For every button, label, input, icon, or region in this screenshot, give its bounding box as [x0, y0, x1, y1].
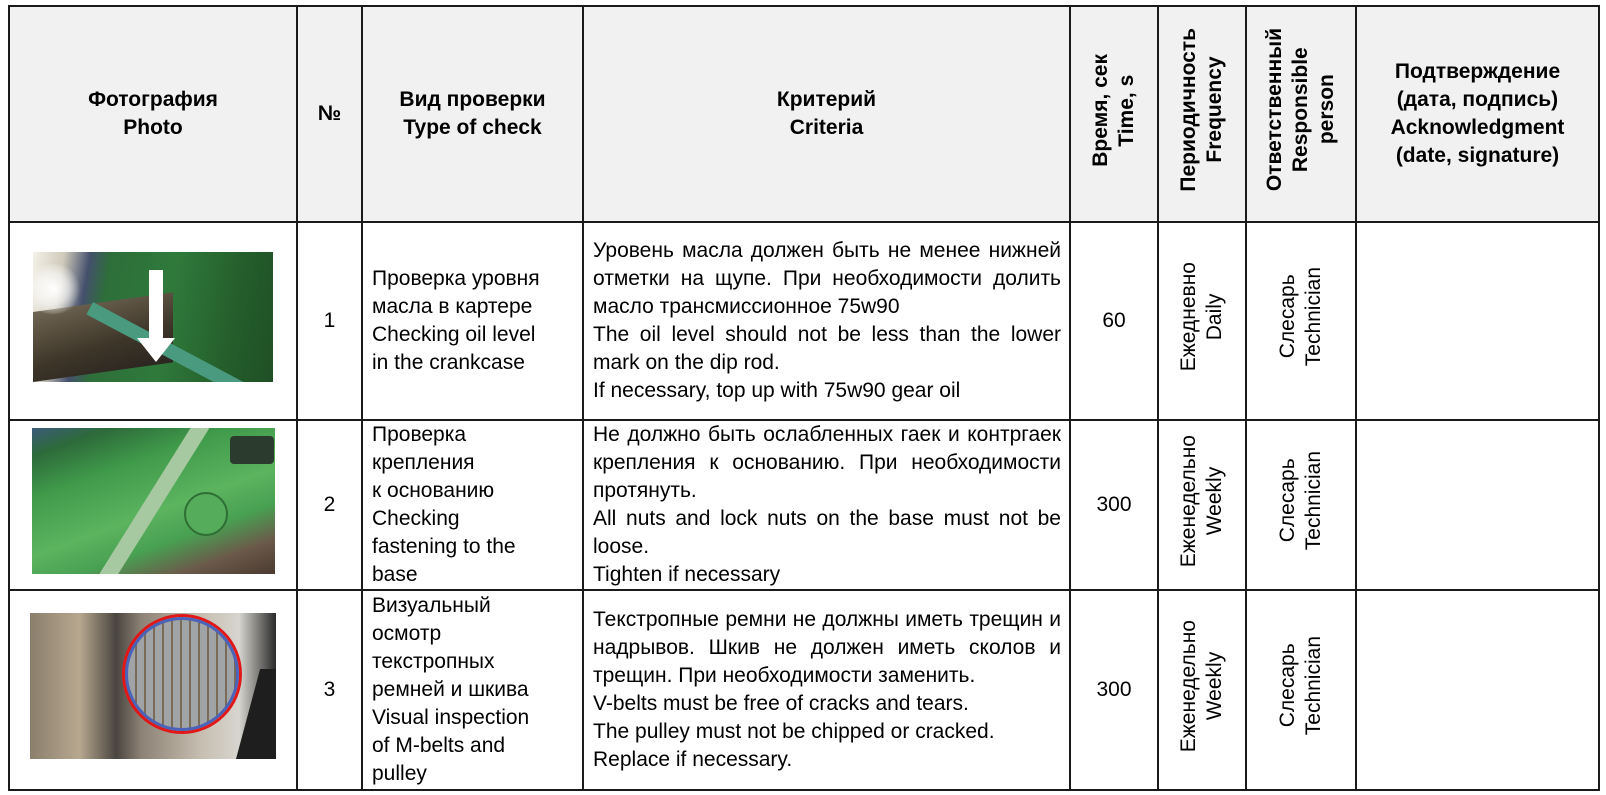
photo-cell — [9, 590, 297, 790]
frequency-en: Weekly — [1203, 651, 1226, 721]
check-type-line: Visual inspection — [372, 706, 530, 729]
criteria — [583, 590, 1070, 790]
responsible-text — [1275, 267, 1327, 366]
criteria — [583, 420, 1070, 590]
header-ack-ru-1: Подтверждение — [1394, 60, 1561, 83]
header-photo-ru: Фотография — [88, 88, 218, 111]
row-number: 2 — [297, 420, 362, 590]
check-type-line: base — [372, 563, 418, 586]
header-time — [1070, 6, 1158, 222]
criteria-en: The pulley must not be chipped or cracked. — [593, 720, 995, 743]
criteria-en: Replace if necessary. — [593, 748, 793, 771]
acknowledgment-field[interactable] — [1356, 420, 1599, 590]
oil-level-photo-icon — [33, 252, 273, 382]
header-frequency-ru: Периодичность — [1177, 28, 1200, 192]
header-time-en: Time, s — [1115, 74, 1138, 146]
highlight-circle-icon — [125, 617, 239, 731]
table-row — [9, 590, 1599, 790]
header-frequency-en: Frequency — [1203, 56, 1226, 164]
check-type-line: ремней и шкива — [372, 678, 529, 701]
frequency-ru: Еженедельно — [1177, 434, 1200, 568]
time-seconds: 300 — [1070, 420, 1158, 590]
responsible-ru: Слесарь — [1276, 644, 1299, 728]
header-frequency-text — [1176, 28, 1228, 192]
responsible-en: Technician — [1302, 636, 1325, 736]
header-time-ru: Время, сек — [1089, 53, 1112, 167]
header-ack-en-2: (date, signature) — [1395, 144, 1560, 167]
header-photo — [9, 6, 297, 222]
check-type-line: текстропных — [372, 650, 495, 673]
check-type-line: Checking oil level — [372, 323, 536, 346]
criteria-en: Tighten if necessary — [593, 563, 781, 586]
acknowledgment-field[interactable] — [1356, 590, 1599, 790]
header-time-text — [1088, 54, 1140, 167]
header-criteria — [583, 6, 1070, 222]
header-row — [9, 6, 1599, 222]
check-type-line: pulley — [372, 762, 427, 785]
check-type-line: Проверка уровня — [372, 267, 540, 290]
criteria-ru: Уровень масла должен быть не менее нижней отметки на щупе. При необходимости долить масло трансмиссионное 75w90 — [593, 239, 1061, 318]
check-type — [362, 222, 583, 420]
criteria-ru: Текстропные ремни не должны иметь трещин и надрывов. Шкив не должен иметь сколов и трещин. При необходимости заменить. — [593, 608, 1061, 687]
frequency-text — [1176, 262, 1228, 371]
frequency-en: Weekly — [1203, 466, 1226, 536]
frequency-en: Daily — [1203, 293, 1226, 341]
criteria-en: V-belts must be free of cracks and tears. — [593, 692, 969, 715]
maintenance-checklist-table — [8, 5, 1600, 791]
frequency-text — [1176, 620, 1228, 752]
row-number: 1 — [297, 222, 362, 420]
header-type — [362, 6, 583, 222]
photo-cell — [9, 420, 297, 590]
criteria-ru: Не должно быть ослабленных гаек и контргаек крепления к основанию. При необходимости протянуть. — [593, 423, 1061, 502]
criteria-en: If necessary, top up with 75w90 gear oil — [593, 379, 961, 402]
header-ack-en-1: Acknowledgment — [1390, 116, 1565, 139]
criteria — [583, 222, 1070, 420]
table-row — [9, 222, 1599, 420]
check-type-line: крепления — [372, 451, 475, 474]
check-type-line: in the crankcase — [372, 351, 525, 374]
header-criteria-ru: Критерий — [776, 88, 877, 111]
header-type-ru: Вид проверки — [399, 88, 546, 111]
header-ack-ru-2: (дата, подпись) — [1396, 88, 1559, 111]
frequency — [1158, 590, 1246, 790]
responsible-ru: Слесарь — [1276, 275, 1299, 359]
header-responsible-en-1: Responsible — [1289, 47, 1312, 173]
header-number: № — [297, 6, 362, 222]
header-acknowledgment — [1356, 6, 1599, 222]
check-type-line: of M-belts and — [372, 734, 506, 757]
check-type-line: fastening to the — [372, 535, 516, 558]
check-type — [362, 590, 583, 790]
header-responsible-ru: Ответственный — [1263, 28, 1286, 192]
v-belt-pulley-photo-icon — [30, 613, 276, 759]
header-photo-en: Photo — [123, 116, 183, 139]
gearbox-base-photo-icon — [32, 428, 275, 574]
photo-cell — [9, 222, 297, 420]
responsible — [1246, 590, 1356, 790]
header-frequency — [1158, 6, 1246, 222]
check-type — [362, 420, 583, 590]
header-criteria-en: Criteria — [789, 116, 864, 139]
header-responsible-en-2: person — [1315, 75, 1338, 146]
responsible-text — [1275, 636, 1327, 735]
check-type-line: Checking — [372, 507, 460, 530]
arrow-down-icon — [149, 270, 163, 340]
row-number: 3 — [297, 590, 362, 790]
frequency-ru: Ежедневно — [1177, 262, 1200, 372]
responsible-en: Technician — [1302, 451, 1325, 551]
table-row — [9, 420, 1599, 590]
check-type-line: осмотр — [372, 622, 442, 645]
responsible-text — [1275, 451, 1327, 550]
header-type-en: Type of check — [403, 116, 542, 139]
header-responsible-text — [1262, 28, 1340, 191]
responsible — [1246, 420, 1356, 590]
check-type-line: Проверка — [372, 423, 467, 446]
check-type-line: масла в картере — [372, 295, 533, 318]
criteria-en: The oil level should not be less than the lower mark on the dip rod. — [593, 323, 1061, 374]
responsible-en: Technician — [1302, 267, 1325, 367]
check-type-line: к основанию — [372, 479, 495, 502]
frequency-ru: Еженедельно — [1177, 619, 1200, 753]
criteria-en: All nuts and lock nuts on the base must not be loose. — [593, 507, 1061, 558]
header-responsible — [1246, 6, 1356, 222]
responsible-ru: Слесарь — [1276, 459, 1299, 543]
frequency — [1158, 420, 1246, 590]
time-seconds: 60 — [1070, 222, 1158, 420]
check-type-line: Визуальный — [372, 594, 491, 617]
acknowledgment-field[interactable] — [1356, 222, 1599, 420]
time-seconds: 300 — [1070, 590, 1158, 790]
responsible — [1246, 222, 1356, 420]
frequency-text — [1176, 435, 1228, 567]
frequency — [1158, 222, 1246, 420]
